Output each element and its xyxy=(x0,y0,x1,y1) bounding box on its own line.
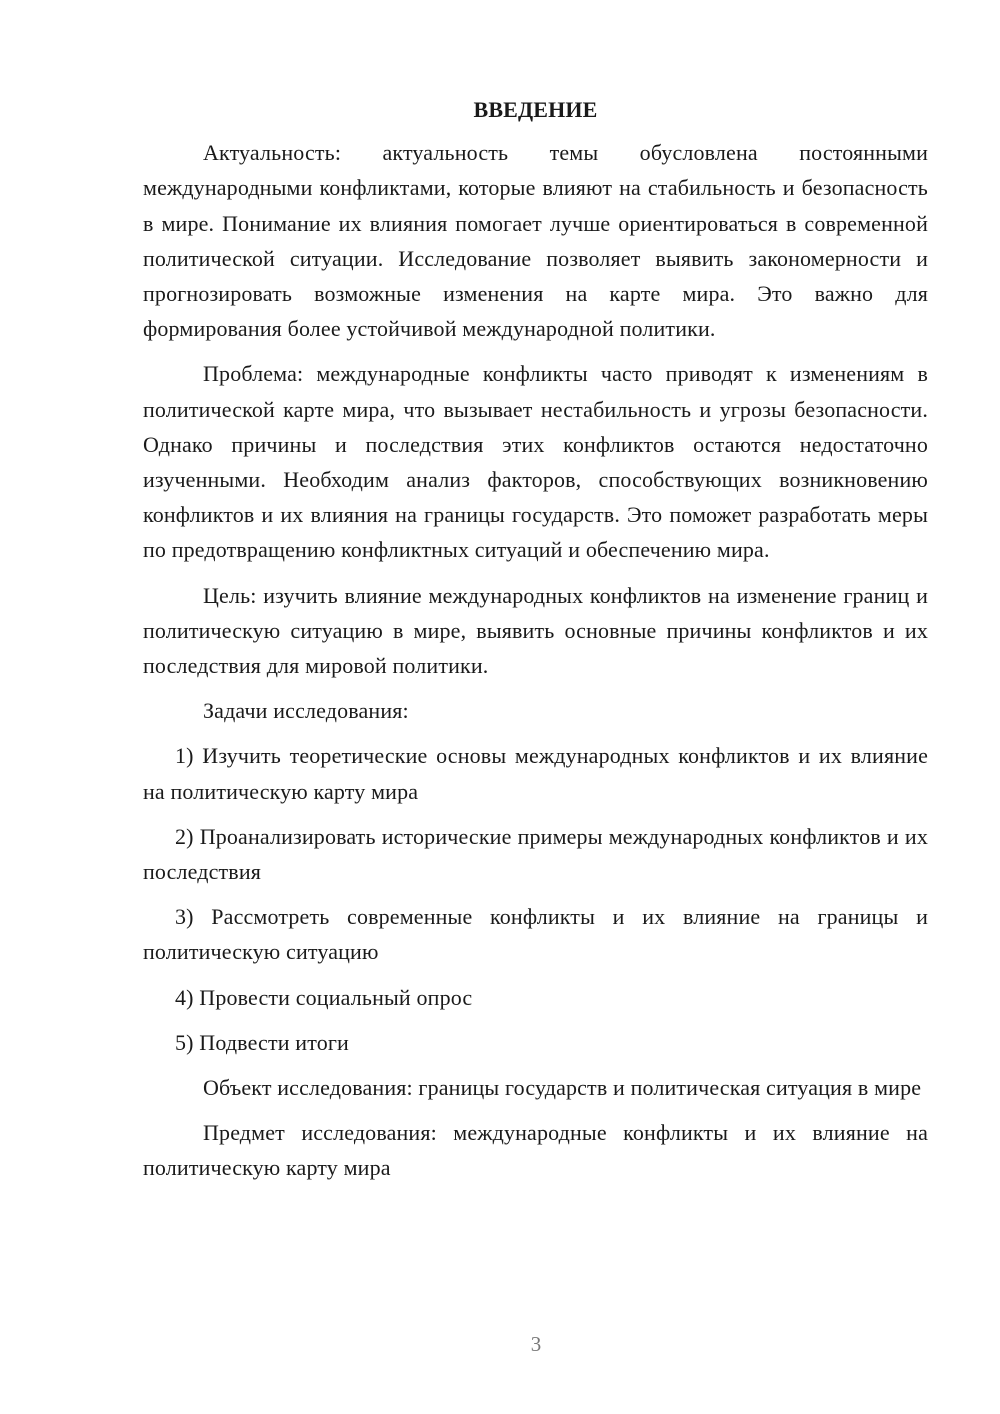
task-item-1: 1) Изучить теоретические основы международных конфликтов и их влияние на политическую карту мира xyxy=(143,743,928,804)
paragraph-relevance: Актуальность: актуальность темы обусловлена постоянными международными конфликтами, которые влияют на стабильность и безопасность в мире. Понимание их влияния помогает лучше ориентироваться в современной политической ситуации. Исследование позволяет выявить закономерности и прогнозировать возможные изменения на карте мира. Это важно для формирования более устойчивой международной политики. xyxy=(143,140,928,342)
paragraph-subject: Предмет исследования: международные конфликты и их влияние на политическую карту мира xyxy=(143,1120,928,1181)
page-title: ВВЕДЕНИЕ xyxy=(473,97,598,122)
document-page xyxy=(143,92,928,1196)
page-number: 3 xyxy=(530,1332,542,1356)
paragraph-problem: Проблема: международные конфликты часто приводят к изменениям в политической карте мира, что вызывает нестабильность и угрозы безопасности. Однако причины и последствия этих конфликтов остаются недостаточно изученными. Необходим анализ факторов, способствующих возникновению конфликтов и их влияния на границы государств. Это поможет разработать меры по предотвращению конфликтных ситуаций и обеспечению мира. xyxy=(143,361,928,563)
task-item-4: 4) Провести социальный опрос xyxy=(175,984,473,1010)
task-item-5: 5) Подвести итоги xyxy=(175,1029,349,1055)
task-item-2: 2) Проанализировать исторические примеры международных конфликтов и их последствия xyxy=(143,823,928,885)
task-item-3: 3) Рассмотреть современные конфликты и их влияние на границы и политическую ситуацию xyxy=(143,904,928,965)
paragraph-object: Объект исследования: границы государств и политическая ситуация в мире xyxy=(203,1075,922,1101)
tasks-label: Задачи исследования: xyxy=(203,698,409,724)
paragraph-goal: Цель: изучить влияние международных конфликтов на изменение границ и политическую ситуацию в мире, выявить основные причины конфликтов и их последствия для мировой политики. xyxy=(143,582,928,679)
